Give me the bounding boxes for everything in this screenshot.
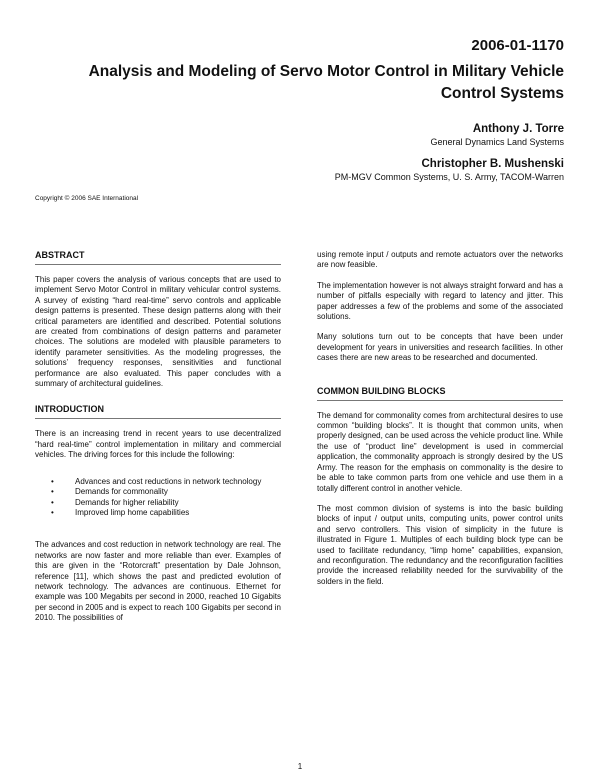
introduction-paragraph: There is an increasing trend in recent years to use decentralized “hard real-time” control implementation in military and commercial vehicles. The driving forces for this include the following: xyxy=(35,429,281,460)
body-paragraph: The most common division of systems is into the basic building blocks of input / output units, computing units, power control units and servo controllers. This vision of simplicity in the future is illustrated in Figure 1. Multiples of each building block type can be used to facilitate redundancy, “limp home” capabilities, expansion, and reconfiguration. The redundancy and the reconfiguration facilities provide the increased reliability needed for the survivability of the solders in the field. xyxy=(317,503,563,586)
list-item: • Advances and cost reductions in network technology xyxy=(65,477,281,487)
body-paragraph: using remote input / outputs and remote actuators over the networks are now feasible. xyxy=(317,250,563,270)
author-block xyxy=(335,157,564,183)
abstract-text: This paper covers the analysis of various concepts that are used to implement Servo Motor Control in military vehicular control systems. A survey of existing “hard real-time” servo controls and applicable design patterns is presented. These design patterns along with their critical parameters are identified and described. Potential solutions are created from combinations of design patterns and parameter choices. The solutions are modeled with plausible parameters to identify parameter sensitivities. As the modeling progresses, the solutions’ frequency responses, sensitivities and functional performance are also evaluated. This paper concludes with a summary of architectural guidelines. xyxy=(35,275,281,389)
driving-forces-list xyxy=(35,477,281,519)
introduction-paragraph: The advances and cost reduction in network technology are real. The networks are now faster and more reliable than ever. Examples of this are given in the “Rotorcraft” presentation by Dale Johnson, reference [11], which shows the past and predicted evolution of network technology. The advances are continuous. Ethernet for example was 100 Megabits per second in 2000, reached 10 Gigabits per second in 2005 and is expect to reach 100 Gigabits per second in 2010. The possibilities of xyxy=(35,540,281,623)
left-column xyxy=(35,250,281,624)
author-name: Anthony J. Torre xyxy=(472,123,564,135)
body-paragraph: Many solutions turn out to be concepts that have been under development for years in universities and research facilities. In other cases there are new areas to be researched and documented. xyxy=(317,332,563,363)
right-column xyxy=(317,250,563,587)
abstract-heading: ABSTRACT xyxy=(35,250,281,265)
list-item: • Demands for higher reliability xyxy=(65,498,281,508)
building-blocks-heading: COMMON BUILDING BLOCKS xyxy=(317,386,563,401)
body-paragraph: The implementation however is not always straight forward and has a number of pitfalls especially with regard to latency and jitter. This paper addresses a few of the problems and some of the associated solutions. xyxy=(317,280,563,322)
paper-title: Analysis and Modeling of Servo Motor Control in Military Vehicle Control Systems xyxy=(88,63,564,102)
list-item: • Demands for commonality xyxy=(65,487,281,497)
body-paragraph: The demand for commonality comes from architectural desires to use common “building blocks”. It is thought that common units, when properly designed, can be used across the vehicle product line. While the use of “product line” development is used in commercial application, the commonality approach is strongly desired by the US Army. The reason for the emphasis on commonality is the desire to be able to take common parts from one vehicle and use them in a totally different control in another vehicle. xyxy=(317,410,563,493)
introduction-heading: INTRODUCTION xyxy=(35,404,281,419)
author-affiliation: PM-MGV Common Systems, U. S. Army, TACOM-Warren xyxy=(334,172,564,182)
page-number: 1 xyxy=(297,762,303,771)
author-block xyxy=(430,122,564,148)
author-name: Christopher B. Mushenski xyxy=(421,158,564,170)
paper-number: 2006-01-1170 xyxy=(471,37,564,54)
copyright-notice: Copyright © 2006 SAE International xyxy=(35,195,139,202)
author-affiliation: General Dynamics Land Systems xyxy=(430,137,564,147)
list-item: • Improved limp home capabilities xyxy=(65,508,281,518)
